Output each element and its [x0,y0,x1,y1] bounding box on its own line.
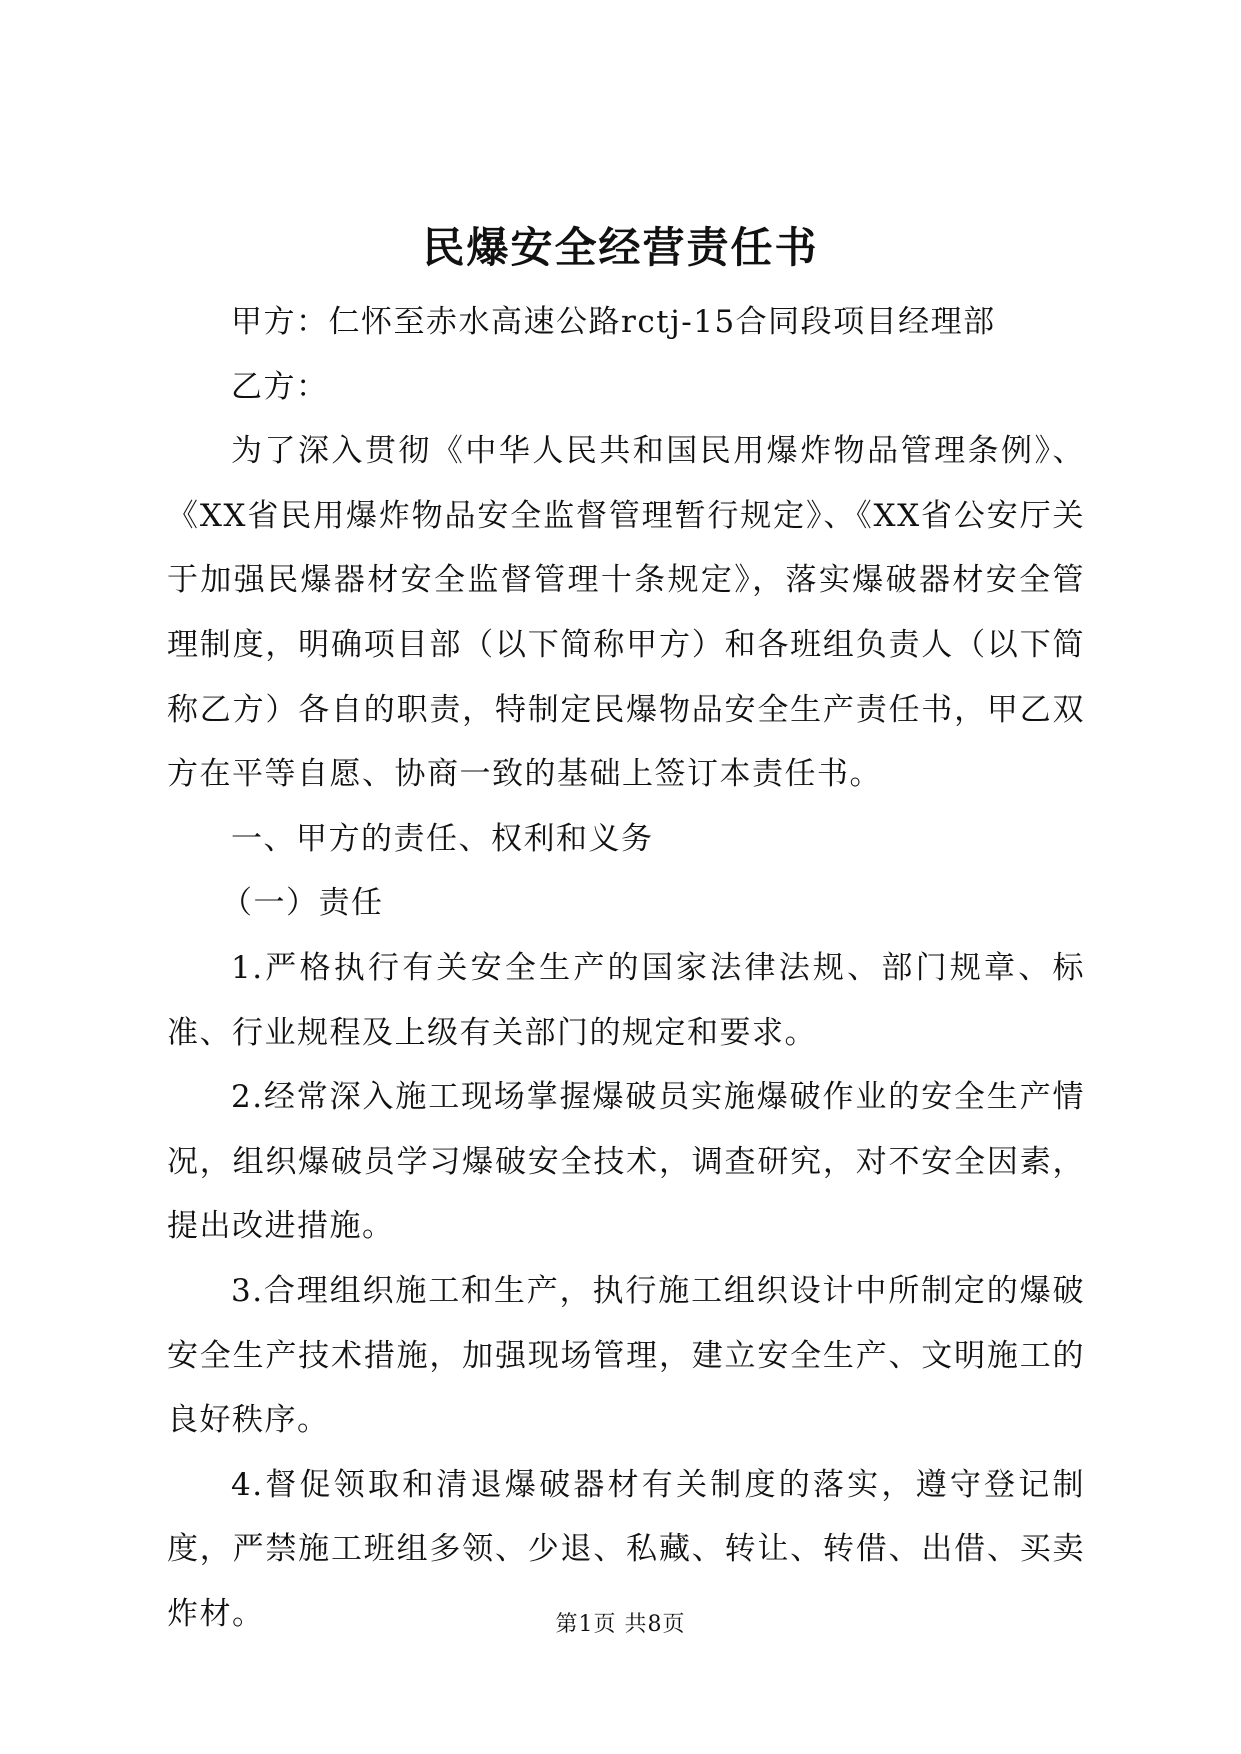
clause-3: 3.合理组织施工和生产，执行施工组织设计中所制定的爆破安全生产技术措施，加强现场管理，建立安全生产、文明施工的良好秩序。 [167,1272,1085,1439]
subsection-heading: （一）责任 [221,885,384,922]
document-body [167,290,1085,1646]
party-b-line: 乙方： [231,368,329,405]
clause-4: 4.督促领取和清退爆破器材有关制度的落实，遵守登记制度，严禁施工班组多领、少退、私藏、转让、转借、出借、买卖炸材。 [167,1466,1085,1632]
party-a-line: 甲方：仁怀至赤水高速公路rctj-15合同段项目经理部 [231,304,996,340]
page-number: 第1页 共8页 [555,1612,686,1637]
clause-1: 1.严格执行有关安全生产的国家法律法规、部门规章、标准、行业规程及上级有关部门的规定和要求。 [167,949,1085,1051]
clause-2: 2.经常深入施工现场掌握爆破员实施爆破作业的安全生产情况，组织爆破员学习爆破安全技术，调查研究，对不安全因素，提出改进措施。 [167,1079,1085,1245]
section-heading: 一、甲方的责任、权利和义务 [231,820,654,857]
document-title: 民爆安全经营责任书 [422,223,819,272]
preamble-paragraph: 为了深入贯彻《中华人民共和国民用爆炸物品管理条例》、《XX省民用爆炸物品安全监督管理暂行规定》、《XX省公安厅关于加强民爆器材安全监督管理十条规定》，落实爆破器材安全管理制度，明确项目部（以下简称甲方）和各班组负责人（以下简称乙方）各自的职责，特制定民爆物品安全生产责任书，甲乙双方在平等自愿、协商一致的基础上签订本责任书。 [167,433,1085,793]
